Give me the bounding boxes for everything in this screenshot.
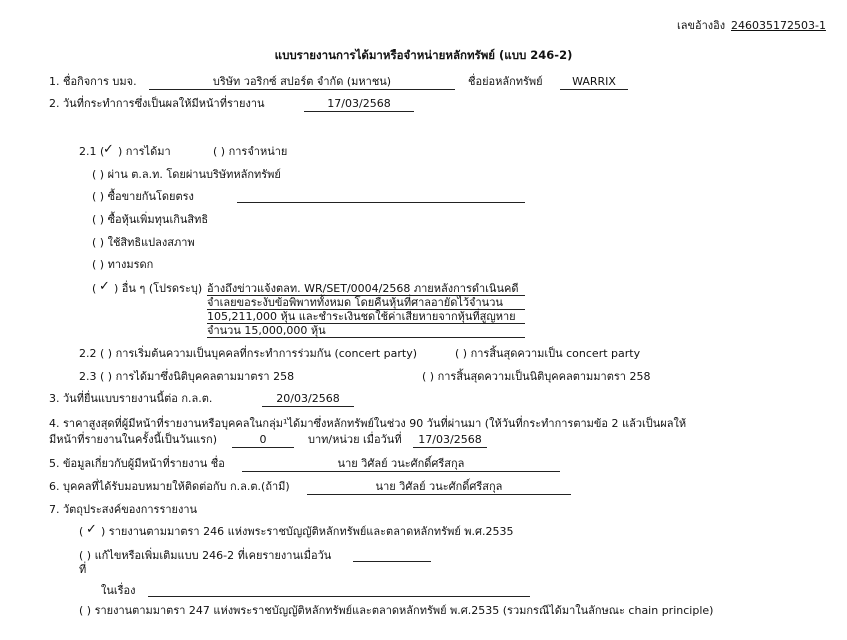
max-price-field: 0 [232,433,294,448]
direct-blank-line [237,202,525,203]
company-label: 1. ชื่อกิจการ บมจ. [49,75,137,88]
reporter-name-label: 5. ข้อมูลเกี่ยวกับผู้มีหน้าที่รายงาน ชื่อ [49,457,225,470]
acquire-option: ) การได้มา [118,145,171,158]
section-258-acquire: 2.3 ( ) การได้มาซึ่งนิติบุคคลตามมาตรา 258 [79,370,295,383]
section-258-end: ( ) การสิ้นสุดความเป็นนิติบุคคลตามมาตรา 258 [422,370,651,383]
reference-number: 246035172503-1 [731,19,826,32]
other-detail-line-1: อ้างถึงข่าวแจ้งตลท. WR/SET/0004/2568 ภายหลังการดำเนินคดี [207,282,519,295]
price-unit-label: บาท/หน่วย เมื่อวันที่ [308,433,402,446]
other-detail-line-2: จำเลยขอระงับข้อพิพาททั้งหมด โดยคืนหุ้นที่ศาลอายัดไว้จำนวน [207,296,503,309]
option-rights-offering: ( ) ซื้อหุ้นเพิ่มทุนเกินสิทธิ [92,213,209,226]
dispose-option: ( ) การจำหน่าย [213,145,288,158]
amend-date-line [353,561,431,562]
purpose-section-247: ( ) รายงานตามมาตรา 247 แห่งพระราชบัญญัติหลักทรัพย์และตลาดหลักทรัพย์ พ.ศ.2535 (รวมกรณีได้มาในลักษณะ chain principle) [79,604,714,617]
max-price-line-2: มีหน้าที่รายงานในครั้งนี้เป็นวันแรก) [49,433,218,446]
reporter-name-field: นาย วิศัลย์ วนะศักดิ์ศรีสกุล [242,457,560,472]
max-price-line-1: 4. ราคาสูงสุดที่ผู้มีหน้าที่รายงานหรือบุคคลในกลุ่ม¹ได้มาซึ่งหลักทรัพย์ในช่วง 90 วันที่ผ่านมา (ให้วันที่กระทำการตามข้อ 2 แล้วเป็นผลให้ [49,417,687,430]
option-direct: ( ) ซื้อขายกันโดยตรง [92,190,194,203]
purpose-amend-at: ที่ [79,563,87,576]
option-other-label: ) อื่น ๆ (โปรดระบุ) [114,282,203,295]
s21-prefix: 2.1 ( [79,145,105,158]
concert-party-start: 2.2 ( ) การเริ่มต้นความเป็นบุคคลที่กระทำการร่วมกัน (concert party) [79,347,418,360]
purpose-amend-subject-label: ในเรื่อง [101,584,136,597]
transaction-date-field: 17/03/2568 [304,97,414,112]
transaction-date-label: 2. วันที่กระทำการซึ่งเป็นผลให้มีหน้าที่รายงาน [49,97,265,110]
concert-party-end: ( ) การสิ้นสุดความเป็น concert party [455,347,641,360]
max-price-date-field: 17/03/2568 [413,433,487,448]
company-name-field: บริษัท วอริกซ์ สปอร์ต จำกัด (มหาชน) [149,75,455,90]
purpose-amend: ( ) แก้ไขหรือเพิ่มเติมแบบ 246-2 ที่เคยรายงานเมื่อวัน [79,549,332,562]
option-conversion: ( ) ใช้สิทธิแปลงสภาพ [92,236,195,249]
contact-person-field: นาย วิศัลย์ วนะศักดิ์ศรีสกุล [307,480,571,495]
filing-date-label: 3. วันที่ยื่นแบบรายงานนี้ต่อ ก.ล.ต. [49,392,213,405]
contact-person-label: 6. บุคคลที่ได้รับมอบหมายให้ติดต่อกับ ก.ล.ต.(ถ้ามี) [49,480,290,493]
symbol-field: WARRIX [560,75,628,90]
option-via-set: ( ) ผ่าน ต.ล.ท. โดยผ่านบริษัทหลักทรัพย์ [92,168,281,181]
filing-date-field: 20/03/2568 [262,392,354,407]
purpose-section-246: ) รายงานตามมาตรา 246 แห่งพระราชบัญญัติหลักทรัพย์และตลาดหลักทรัพย์ พ.ศ.2535 [101,525,514,538]
acquire-checkmark-icon: ✓ [103,142,114,157]
symbol-label: ชื่อย่อหลักทรัพย์ [468,75,543,88]
option-inheritance: ( ) ทางมรดก [92,258,154,271]
form-title: แบบรายงานการได้มาหรือจำหน่ายหลักทรัพย์ (แบบ 246-2) [274,48,573,62]
amend-subject-line [148,596,530,597]
purpose-246-checkmark-icon: ✓ [86,522,97,537]
other-detail-line-3: 105,211,000 หุ้น และชำระเงินชดใช้ค่าเสียหายจากหุ้นที่สูญหาย [207,310,516,323]
other-detail-line-4: จำนวน 15,000,000 หุ้น [207,324,326,337]
purpose-label: 7. วัตถุประสงค์ของการรายงาน [49,503,198,516]
reference-label: เลขอ้างอิง [677,19,726,32]
other-checkmark-icon: ✓ [99,279,110,294]
